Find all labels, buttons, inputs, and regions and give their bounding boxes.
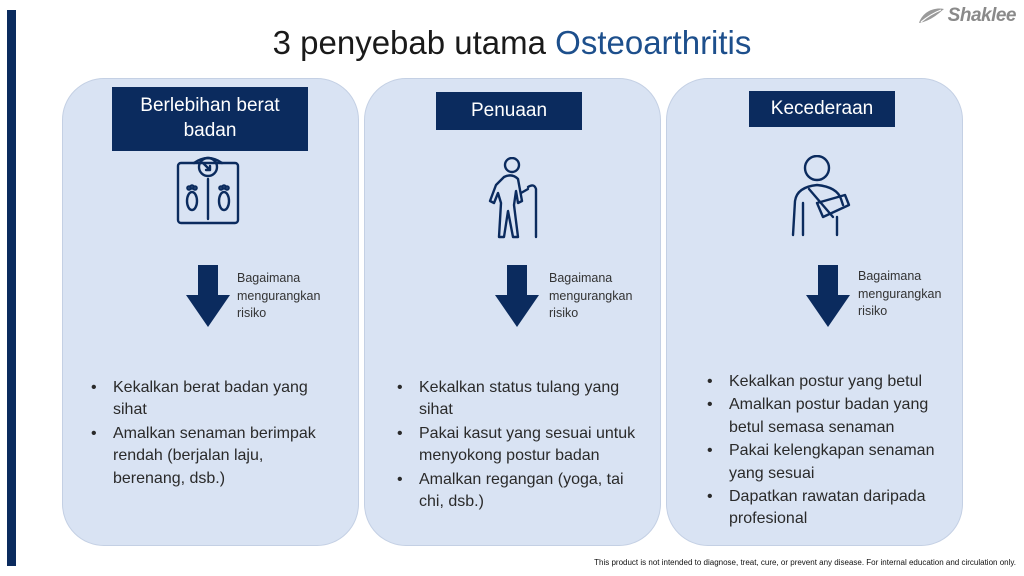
cause-label: Berlebihan berat badan [112, 87, 308, 151]
page-title [0, 24, 1024, 62]
cause-label: Kecederaan [749, 91, 895, 127]
cause-card-injury [666, 78, 963, 546]
list-item: • Amalkan postur badan yang betul semasa senaman [705, 394, 955, 439]
down-arrow-icon [495, 265, 539, 327]
weighing-scale-icon [175, 155, 241, 232]
cause-card-overweight [62, 78, 359, 546]
cause-card-aging [364, 78, 661, 546]
list-item: • Pakai kasut yang sesuai untuk menyokong postur badan [395, 423, 645, 468]
list-item: • Kekalkan postur yang betul [705, 371, 955, 393]
down-arrow-icon [806, 265, 850, 327]
tips-list [705, 371, 955, 532]
left-accent-bar [7, 10, 16, 566]
elderly-person-icon [488, 157, 544, 244]
cause-label: Penuaan [436, 92, 582, 130]
title-main: 3 penyebab utama [272, 24, 556, 61]
leaf-icon [917, 7, 945, 25]
arrow-caption: Bagaimana mengurangkan risiko [237, 271, 321, 320]
brand-name: Shaklee [947, 5, 1016, 26]
list-item: • Dapatkan rawatan daripada profesional [705, 486, 955, 531]
arm-sling-icon [787, 155, 853, 242]
arrow-caption: Bagaimana mengurangkan risiko [858, 269, 942, 318]
list-item: • Pakai kelengkapan senaman yang sesuai [705, 440, 955, 485]
arrow-caption: Bagaimana mengurangkan risiko [549, 271, 633, 320]
list-item: • Kekalkan berat badan yang sihat [89, 377, 339, 422]
down-arrow-icon [186, 265, 230, 327]
footer-disclaimer: This product is not intended to diagnose, treat, cure, or prevent any disease. For internal education and circulation only. [594, 558, 1016, 567]
tips-list [395, 377, 645, 514]
list-item: • Amalkan senaman berimpak rendah (berjalan laju, berenang, dsb.) [89, 423, 339, 490]
tips-list [89, 377, 339, 491]
list-item: • Amalkan regangan (yoga, tai chi, dsb.) [395, 469, 645, 514]
title-accent: Osteoarthritis [555, 24, 752, 61]
list-item: • Kekalkan status tulang yang sihat [395, 377, 645, 422]
